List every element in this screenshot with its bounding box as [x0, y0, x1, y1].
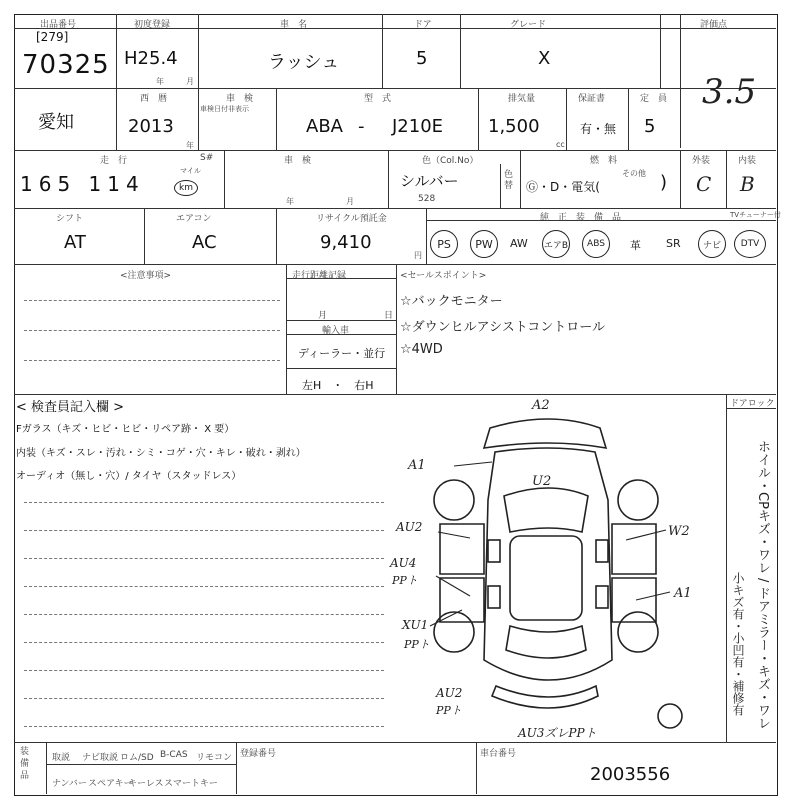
mile-small: マイル	[180, 167, 201, 175]
type-label: 型 式	[364, 94, 392, 104]
divider	[426, 208, 427, 264]
ac-label: エアコン	[176, 214, 212, 224]
mark-xu1-ppt: PPト	[404, 638, 430, 651]
equip-navi-icon: ナビ	[698, 230, 726, 258]
dealer: ディーラー・並行	[298, 347, 386, 360]
divider	[396, 264, 397, 394]
divider	[520, 150, 521, 208]
mark-au4-ppt: PPト	[392, 574, 418, 587]
inspection-label: 車 検	[226, 94, 254, 104]
equipment-label: 純 正 装 備 品	[540, 213, 622, 223]
warranty: 有・無	[580, 122, 617, 136]
model-year-label: 西 暦	[140, 94, 168, 104]
divider	[276, 88, 277, 150]
interior: B	[740, 172, 755, 196]
score: 3.5	[702, 72, 757, 112]
door-front-right	[612, 524, 656, 574]
caution-label: <注意事項>	[120, 271, 172, 281]
divider	[224, 150, 225, 208]
recycle: 9,410	[320, 232, 372, 253]
notes-day: 日	[384, 311, 394, 321]
divider	[286, 264, 287, 394]
divider	[680, 14, 681, 148]
divider	[144, 208, 145, 264]
mark-w2: W2	[668, 524, 690, 539]
equip-airbag-icon: エアB	[542, 230, 570, 258]
lot-no: 70325	[22, 50, 110, 80]
mark-a1-left: A1	[408, 458, 426, 473]
capacity-label: 定 員	[640, 94, 668, 104]
acc-item-remote: リモコン	[196, 753, 233, 763]
region: 愛知	[38, 112, 74, 133]
lot-no-sub: [279]	[36, 30, 69, 44]
warranty-label: 保証書	[578, 94, 606, 104]
divider	[286, 320, 396, 321]
mark-a1-right: A1	[674, 586, 692, 601]
inspector-line-3: オーディオ（無し・穴）/ タイヤ（スタッドレス）	[16, 471, 242, 482]
divider	[14, 394, 776, 395]
dotted-line	[24, 300, 280, 301]
mark-au4: AU4	[390, 556, 417, 570]
divider	[726, 150, 727, 208]
shift-label: シフト	[56, 214, 84, 224]
divider	[460, 14, 461, 88]
divider	[116, 14, 117, 150]
steering: 左H ・ 右H	[302, 379, 374, 392]
row3-year-small: 年	[286, 197, 294, 206]
mark-au3-bottom: AU3ズレPPト	[518, 726, 597, 740]
mark-au2-bottom: AU2	[436, 686, 463, 700]
divider	[382, 14, 383, 88]
grade-label: グレード	[510, 20, 547, 30]
ship-label: 車 検	[284, 156, 312, 166]
grade: X	[538, 48, 551, 69]
dotted-line	[24, 698, 384, 699]
lot-no-label: 出品番号	[40, 20, 77, 30]
dotted-line	[24, 670, 384, 671]
type-code: J210E	[392, 116, 444, 137]
roof-outline	[510, 536, 582, 620]
reg-no-label: 登録番号	[240, 749, 277, 759]
wheel-front-left	[434, 480, 474, 520]
year-small: 年	[156, 77, 164, 86]
inspector-title: < 検査員記入欄 >	[16, 400, 125, 415]
equip-leather: 革	[630, 239, 641, 252]
yen-unit: 円	[414, 251, 422, 260]
equip-abs-icon: ABS	[582, 230, 610, 258]
windshield-outline	[504, 488, 588, 532]
color-label: 色（Col.No）	[422, 156, 479, 166]
divider	[680, 150, 681, 208]
acc-item-manual: 取説	[52, 753, 71, 763]
window-right-2	[596, 586, 608, 608]
model-year: 2013	[128, 116, 174, 137]
score-label: 評価点	[700, 20, 728, 30]
cc-unit: cc	[556, 140, 565, 149]
divider	[236, 742, 237, 794]
dotted-line	[24, 330, 280, 331]
fuel-close: )	[660, 172, 668, 193]
fuel: Ⓖ・D・電気(	[526, 180, 600, 194]
divider	[566, 88, 567, 150]
divider	[46, 742, 47, 794]
wheel-rear-right	[618, 612, 658, 652]
divider	[14, 208, 776, 209]
mileage: 165 114	[20, 172, 145, 196]
fuel-other: その他	[622, 169, 646, 178]
door-lock-label: ドアロック	[730, 399, 775, 409]
dotted-line	[24, 614, 384, 615]
side-note: ホイル・CPキズ・ワレ / ドアミラー・キズ・ワレ	[755, 440, 770, 730]
equip-aw: AW	[510, 237, 528, 250]
displacement-label: 排気量	[508, 94, 536, 104]
inspector-line-2: 内装（キズ・スレ・汚れ・シミ・コゲ・穴・キレ・破れ・剥れ）	[16, 448, 306, 459]
chassis-number: 2003556	[590, 764, 671, 785]
mileage-label: 走 行	[100, 156, 128, 166]
doors-label: ドア	[414, 20, 432, 30]
rear-window-outline	[506, 626, 586, 658]
divider	[286, 368, 396, 369]
acc-item-smart-key: スマートキー	[164, 779, 218, 789]
inspector-line-1: Fガラス（キズ・ヒビ・ヒビ・リペア跡・ X 要）	[16, 424, 235, 435]
rear-bumper-outline	[492, 686, 598, 708]
acc-item-navi-manual: ナビ取説	[82, 753, 119, 763]
window-right-1	[596, 540, 608, 562]
mark-au2: AU2	[396, 520, 423, 534]
first-reg: H25.4	[124, 48, 178, 69]
divider	[14, 88, 776, 89]
front-bumper-outline	[484, 419, 606, 448]
chassis-label: 車台番号	[480, 749, 517, 759]
acc-item-bcas: B-CAS	[160, 750, 188, 760]
sales-point-1: ☆バックモニター	[400, 294, 503, 309]
first-reg-label: 初度登録	[134, 20, 171, 30]
divider	[14, 28, 776, 29]
shift: AT	[64, 232, 86, 253]
spare-wheel	[658, 704, 682, 728]
color-code: 528	[418, 194, 436, 204]
equip-dtv-icon: DTV	[734, 230, 766, 258]
divider	[14, 264, 776, 265]
acc-item-keyless: キーレス	[128, 779, 164, 789]
divider	[628, 88, 629, 150]
divider	[726, 394, 727, 742]
dotted-line	[24, 530, 384, 531]
dotted-line	[24, 586, 384, 587]
equip-sr: SR	[666, 237, 681, 250]
window-left-1	[488, 540, 500, 562]
mark-au2-bottom-ppt: PPト	[436, 704, 462, 717]
recycle-label: リサイクル預託金	[316, 214, 387, 224]
divider	[476, 742, 477, 794]
color-change-label: 色替	[504, 170, 514, 191]
sales-label: <セールスポイント>	[400, 271, 487, 281]
divider	[276, 208, 277, 264]
notes-month: 月	[318, 311, 328, 321]
dotted-line	[24, 642, 384, 643]
inspection-sub: 車検日付非表示	[200, 105, 249, 113]
accessories-label: 装備品	[20, 747, 30, 781]
tuner-label: TVチューナー付	[730, 211, 781, 219]
divider	[14, 150, 776, 151]
int-label: 内装	[738, 156, 757, 166]
dotted-line	[24, 502, 384, 503]
window-left-2	[488, 586, 500, 608]
doors: 5	[416, 48, 428, 69]
shift-type-label: S#	[200, 153, 214, 163]
divider	[14, 742, 776, 743]
mileage-record-label: 走行距離記録	[292, 271, 347, 281]
dotted-line	[24, 360, 280, 361]
acc-item-rom-sd: ロム/SD	[120, 753, 154, 763]
mark-a2-top: A2	[532, 398, 550, 413]
wheel-front-right	[618, 480, 658, 520]
dotted-line	[24, 726, 384, 727]
divider	[660, 14, 661, 88]
divider	[388, 150, 389, 208]
sales-point-2: ☆ダウンヒルアシストコントロール	[400, 320, 605, 335]
type-prefix: ABA	[306, 116, 343, 137]
car-name: ラッシュ	[268, 52, 340, 73]
displacement: 1,500	[488, 116, 540, 137]
exterior: C	[696, 172, 712, 196]
car-name-label: 車 名	[280, 20, 308, 30]
dotted-line	[24, 558, 384, 559]
divider	[478, 88, 479, 150]
divider	[198, 88, 199, 150]
month-small: 月	[186, 77, 194, 86]
equip-pw-icon: PW	[470, 230, 498, 258]
door-front-left	[440, 524, 484, 574]
capacity: 5	[644, 116, 656, 137]
import-label: 輸入車	[322, 326, 350, 336]
side-note-2: 小キズ有・小凹有・補修有	[731, 572, 745, 716]
sales-point-3: ☆4WD	[400, 342, 443, 357]
mark-xu1: XU1	[402, 618, 429, 632]
row3-month-small: 月	[346, 197, 354, 206]
equip-ps-icon: PS	[430, 230, 458, 258]
acc-item-plate: ナンバー	[52, 779, 87, 789]
divider	[500, 164, 501, 208]
ext-label: 外装	[692, 156, 711, 166]
acc-item-spare-key: スペアキー	[88, 779, 133, 789]
mark-u2: U2	[532, 474, 552, 489]
door-rear-left	[440, 578, 484, 622]
km-unit: km	[174, 180, 198, 196]
type-dash: -	[358, 116, 365, 137]
year-suffix: 年	[186, 141, 194, 150]
ac: AC	[192, 232, 217, 253]
divider	[46, 764, 236, 765]
color: シルバー	[400, 172, 459, 190]
divider	[198, 14, 199, 88]
fuel-label: 燃 料	[590, 156, 618, 166]
